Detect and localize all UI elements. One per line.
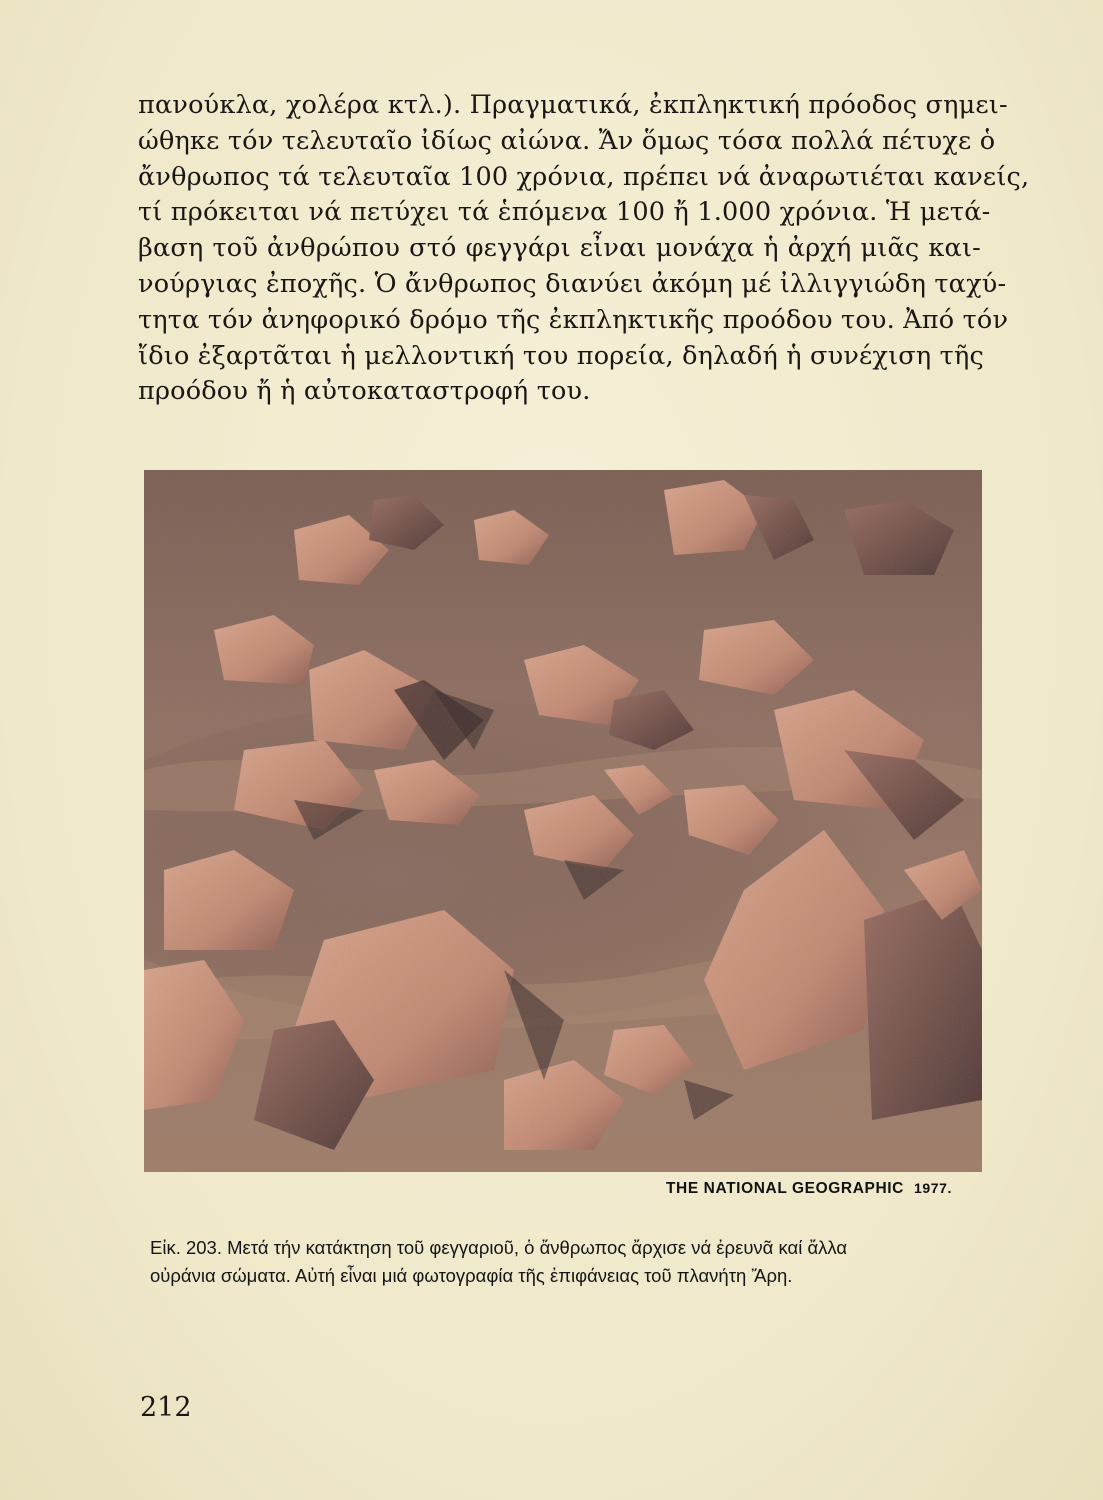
- text-line: τητα τόν ἀνηφορικό δρόμο τῆς ἐκπληκτικῆς προόδου του. Ἀπό τόν: [138, 304, 1009, 335]
- page-number: 212: [140, 1392, 192, 1423]
- text-line: ἴδιο ἐξαρτᾶται ἡ μελλοντική του πορεία, δηλαδή ἡ συνέχιση τῆς: [138, 340, 984, 371]
- credit-source: THE NATIONAL GEOGRAPHIC: [665, 1180, 904, 1197]
- body-paragraph: [138, 88, 1030, 410]
- figure-caption: [150, 1234, 980, 1290]
- photo-credit: [144, 1180, 952, 1198]
- text-line: ώθηκε τόν τελευταῖο ἰδίως αἰώνα. Ἄν ὅμως τόσα πολλά πέτυχε ὁ: [138, 125, 996, 156]
- text-line: προόδου ἤ ἡ αὐτοκαταστροφή του.: [138, 376, 591, 407]
- caption-line: οὐράνια σώματα. Αὐτή εἶναι μιά φωτογραφία τῆς ἐπιφάνειας τοῦ πλανήτη Ἄρη.: [150, 1265, 793, 1286]
- mars-surface-photo: [144, 470, 982, 1172]
- mars-surface-illustration: [144, 470, 982, 1172]
- credit-year: 1977.: [913, 1180, 952, 1196]
- text-line: ἄνθρωπος τά τελευταῖα 100 χρόνια, πρέπει νά ἀναρωτιέται κανείς,: [138, 161, 1030, 192]
- text-line: νούργιας ἐποχῆς. Ὁ ἄνθρωπος διανύει ἀκόμη μέ ἰλλιγγιώδη ταχύ-: [138, 268, 1007, 299]
- text-line: τί πρόκειται νά πετύχει τά ἑπόμενα 100 ἤ 1.000 χρόνια. Ἡ μετά-: [138, 197, 991, 228]
- caption-line: Εἰκ. 203. Μετά τήν κατάκτηση τοῦ φεγγαριοῦ, ὁ ἄνθρωπος ἄρχισε νά ἐρευνᾶ καί ἄλλα: [150, 1237, 848, 1258]
- text-line: πανούκλα, χολέρα κτλ.). Πραγματικά, ἐκπληκτική πρόοδος σημει-: [138, 90, 1008, 120]
- text-line: βαση τοῦ ἀνθρώπου στό φεγγάρι εἶναι μονάχα ἡ ἀρχή μιᾶς και-: [138, 233, 981, 264]
